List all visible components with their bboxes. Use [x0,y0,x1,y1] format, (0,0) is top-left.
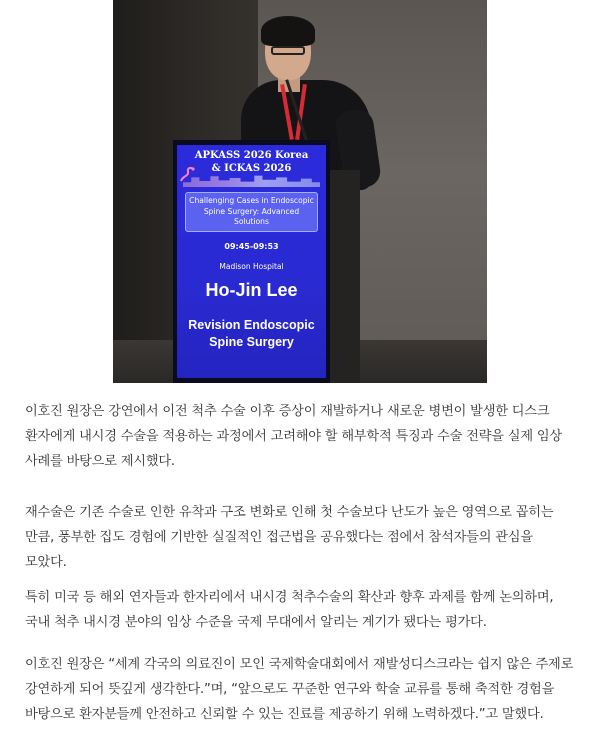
podium-side [330,170,360,383]
screen-topic [177,317,326,351]
screen-event-title-line1: APKASS 2026 Korea [194,150,309,161]
screen-speaker-name: Ho-Jin Lee [205,280,298,300]
screen-session-title: Challenging Cases in Endoscopic Spine Surgery: Advanced Solutions [185,192,318,232]
screen-event-title-line2: & ICKAS 2026 [211,163,292,174]
screen-session-time: 09:45-09:53 [224,242,279,251]
screen-topic-line2: Spine Surgery [209,335,294,349]
article-paragraph-2: 재수술은 기존 수술로 인한 유착과 구조 변화로 인해 첫 수술보다 난도가 높은 영역으로 꼽히는 만큼, 풍부한 집도 경험에 기반한 실질적인 접근법을 공유했다는 점에서 참석자들의 관심을 모았다. [25,505,554,570]
skyline-graphic [183,175,320,187]
screen-hospital: Madison Hospital [219,262,284,271]
podium-screen [177,145,326,378]
speaker-glasses [271,46,305,55]
article-paragraph-3: 특히 미국 등 해외 연자들과 한자리에서 내시경 척추수술의 확산과 향후 과제를 함께 논의하며, 국내 척추 내시경 분야의 임상 수준을 국제 무대에서 알리는 계기가 됐다는 평가다. [25,590,554,630]
screen-topic-line1: Revision Endoscopic [188,318,315,332]
article-paragraph-4: 이호진 원장은 “세계 각국의 의료진이 모인 국제학술대회에서 재발성디스크라는 쉽지 않은 주제로 강연하게 되어 뜻깊게 생각한다.”며, “앞으로도 꾸준한 연구와 학술 교류를 통해 축적한 경험을 바탕으로 환자분들께 안전하고 신뢰할 수 있는 진료를 제공하기 위해 노력하겠다.”고 말했다. [25,657,574,722]
speaker-hair [261,16,315,46]
article-paragraph-1: 이호진 원장은 강연에서 이전 척추 수술 이후 증상이 재발하거나 새로운 병변이 발생한 디스크 환자에게 내시경 수술을 적용하는 과정에서 고려해야 할 해부학적 특징과 수술 전략을 실제 임상 사례를 바탕으로 제시했다. [25,404,562,469]
article-photo [113,0,487,383]
